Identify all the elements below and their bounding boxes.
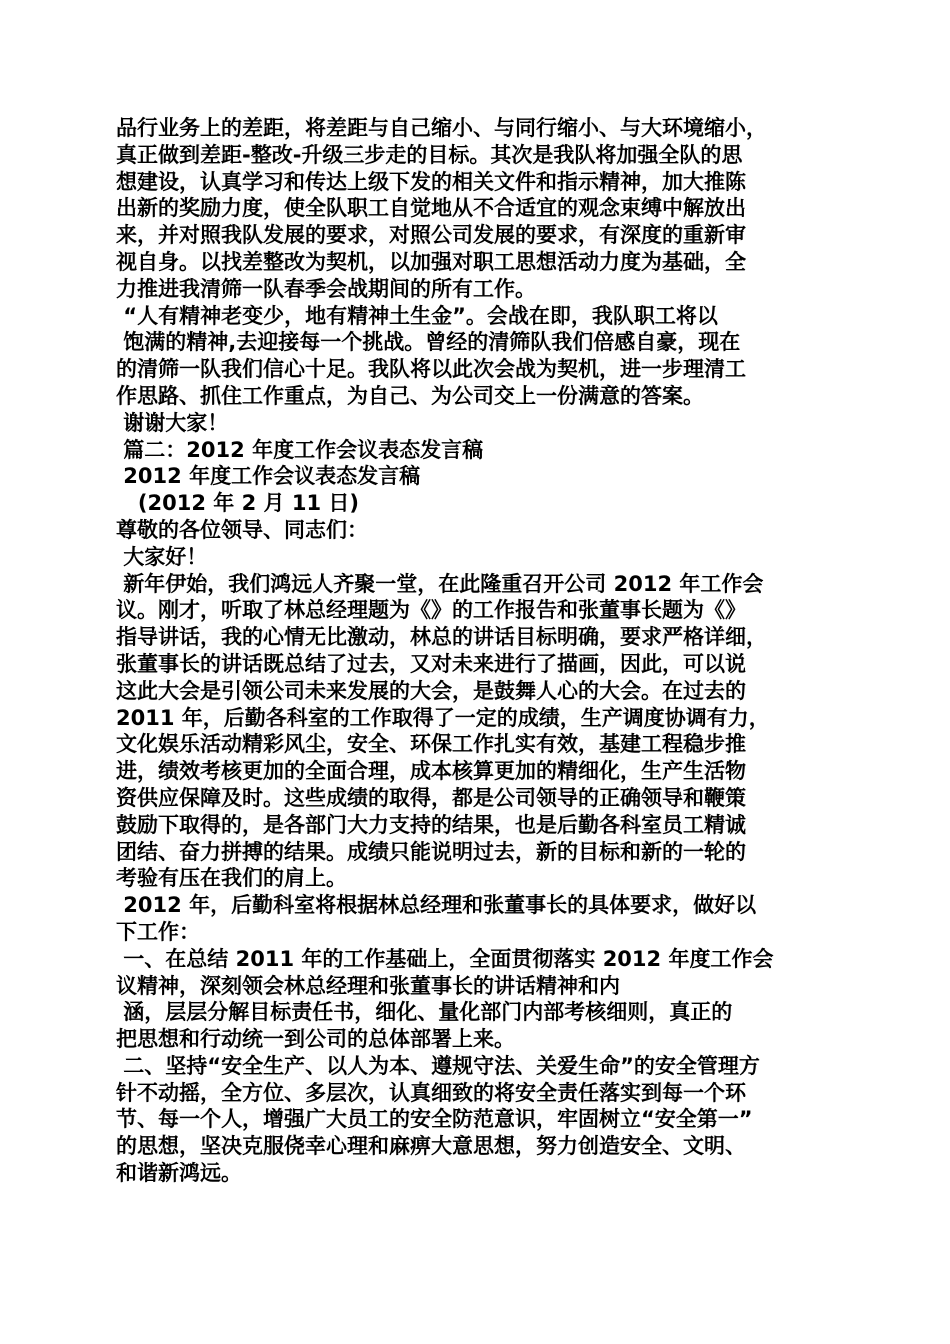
closing-line: 谢谢大家！ [116, 410, 229, 435]
greeting: 大家好！ [116, 544, 208, 569]
text-line: 资供应保障及时。这些成绩的取得，都是公司领导的正确领导和鞭策 [116, 785, 746, 810]
section-heading: 篇二：2012 年度工作会议表态发言稿 [116, 437, 484, 462]
text-line: 议。刚才，听取了林总经理题为《》的工作报告和张董事长题为《》 [116, 598, 746, 623]
text-line: 张董事长的讲话既总结了过去，又对未来进行了描画，因此，可以说 [116, 651, 746, 676]
text-line: 把思想和行动统一到公司的总体部署上来。 [116, 1027, 515, 1052]
text-line: 的思想，坚决克服侥幸心理和麻痹大意思想，努力创造安全、文明、 [116, 1134, 746, 1159]
text-line: 进，绩效考核更加的全面合理，成本核算更加的精细化，生产生活物 [116, 759, 746, 784]
text-line: 二、坚持“安全生产、以人为本、遵规守法、关爱生命”的安全管理方 [116, 1053, 760, 1078]
text-line: 文化娱乐活动精彩风尘，安全、环保工作扎实有效，基建工程稳步推 [116, 732, 746, 757]
text-line: 2012 年，后勤科室将根据林总经理和张董事长的具体要求，做好以 [116, 893, 757, 918]
speech-title: 2012 年度工作会议表态发言稿 [116, 464, 421, 489]
text-line: 新年伊始，我们鸿远人齐聚一堂，在此隆重召开公司 2012 年工作会 [116, 571, 764, 596]
text-line: 节、每一个人，增强广大员工的安全防范意识，牢固树立“安全第一” [116, 1107, 753, 1132]
salutation: 尊敬的各位领导、同志们： [116, 517, 368, 542]
text-line: 的清筛一队我们信心十足。我队将以此次会战为契机，进一步理清工 [116, 357, 746, 382]
text-line: 想建设，认真学习和传达上级下发的相关文件和指示精神，加大推陈 [116, 169, 746, 194]
text-line: 作思路、抓住工作重点，为自己、为公司交上一份满意的答案。 [116, 383, 704, 408]
speech-date: (2012 年 2 月 11 日) [116, 491, 359, 516]
text-line: 品行业务上的差距，将差距与自己缩小、与同行缩小、与大环境缩小， [116, 116, 767, 140]
text-line: 视自身。以找差整改为契机，以加强对职工思想活动力度为基础，全 [116, 249, 746, 274]
text-line: “人有精神老变少，地有精神土生金”。会战在即，我队职工将以 [116, 303, 718, 328]
text-line: 一、在总结 2011 年的工作基础上，全面贯彻落实 2012 年度工作会 [116, 946, 774, 971]
text-line: 下工作： [116, 919, 200, 944]
text-line: 涵，层层分解目标责任书，细化、量化部门内部考核细则，真正的 [116, 1000, 733, 1025]
text-line: 针不动摇，全方位、多层次，认真细致的将安全责任落实到每一个环 [116, 1080, 746, 1105]
text-line: 考验有压在我们的肩上。 [116, 866, 347, 891]
text-line: 团结、奋力拼搏的结果。成绩只能说明过去，新的目标和新的一轮的 [116, 839, 746, 864]
text-line: 这此大会是引领公司未来发展的大会，是鼓舞人心的大会。在过去的 [116, 678, 746, 703]
text-line: 真正做到差距-整改-升级三步走的目标。其次是我队将加强全队的思 [116, 142, 743, 167]
text-line: 议精神，深刻领会林总经理和张董事长的讲话精神和内 [116, 973, 620, 998]
text-line: 力推进我清筛一队春季会战期间的所有工作。 [116, 276, 536, 301]
text-line: 饱满的精神,去迎接每一个挑战。曾经的清筛队我们倍感自豪，现在 [116, 330, 741, 355]
text-line: 来，并对照我队发展的要求，对照公司发展的要求，有深度的重新审 [116, 223, 746, 248]
text-line: 和谐新鸿远。 [116, 1161, 242, 1186]
text-line: 2011 年，后勤各科室的工作取得了一定的成绩，生产调度协调有力， [116, 705, 770, 730]
document-body [116, 115, 846, 1187]
text-line: 指导讲话，我的心情无比激动，林总的讲话目标明确，要求严格详细， [116, 625, 767, 650]
text-line: 出新的奖励力度，使全队职工自觉地从不合适宜的观念束缚中解放出 [116, 196, 746, 221]
text-line: 鼓励下取得的，是各部门大力支持的结果，也是后勤各科室员工精诚 [116, 812, 746, 837]
